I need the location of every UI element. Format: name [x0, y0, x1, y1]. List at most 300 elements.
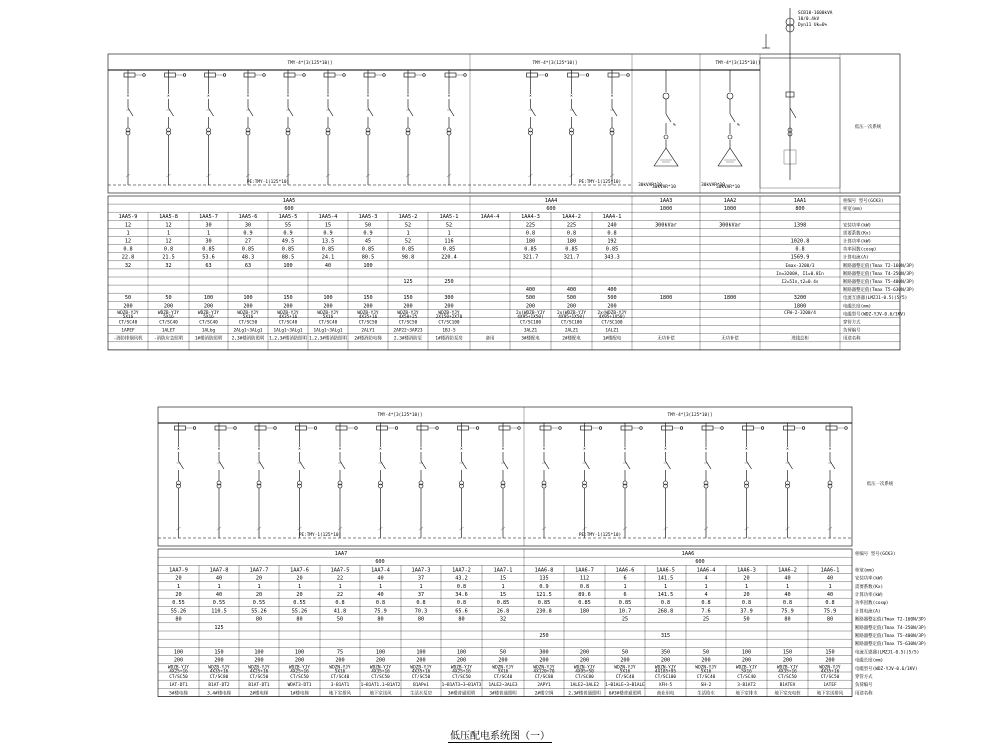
cell-load: 2ALY1 — [361, 328, 375, 334]
feeder-branch — [255, 423, 276, 538]
cell-cable: 4X120+70 — [533, 669, 555, 675]
cell-kx: 1 — [704, 583, 708, 590]
cell-ct: 100 — [173, 649, 184, 656]
incomer-box — [760, 58, 840, 188]
cell-ijs: 55.26 — [291, 608, 308, 615]
cell-kw: 37 — [417, 575, 425, 582]
row-label: 电缆型号(WDZ-YJV-0.6/1KV) — [843, 312, 906, 318]
caption-text: 低压配电系统图（一） — [450, 731, 550, 742]
cell-pipe: CT/SC80 — [209, 675, 229, 680]
cell-cable: WDZN-YJY — [369, 665, 392, 671]
cell-len: 200 — [173, 657, 184, 664]
cell-setting: 100 — [363, 262, 373, 269]
reactor-mark: % — [737, 123, 740, 128]
cell-ijs: 98.8 — [401, 254, 415, 261]
cell-pipe: CT/SC50 — [778, 675, 797, 680]
breaker-contact — [462, 461, 467, 469]
cell-cable_len: 1800 — [793, 303, 807, 310]
cell-cos: 0.8 — [375, 600, 386, 607]
cell-pjs: 141.5 — [657, 592, 674, 598]
cell-pipe: CT/SC50 — [411, 675, 431, 680]
cell-cable_len: 200 — [123, 303, 133, 310]
cell-pjs: 13.5 — [321, 238, 335, 245]
meter-box — [165, 73, 176, 77]
cell-kx: 1 — [623, 583, 627, 590]
cell-id: 1AA5-7 — [199, 214, 218, 221]
row-label: 计算电流(A) — [855, 609, 881, 615]
meter-box — [404, 73, 415, 77]
feeder-branch — [417, 423, 438, 538]
breaker-contact — [300, 461, 305, 469]
cell-pjs: 20 — [743, 592, 750, 598]
section-width: 600 — [695, 559, 705, 565]
cell-kx: 0.9 — [539, 583, 549, 590]
cell-ct: 350 — [660, 649, 671, 656]
cell-name: 无功补偿 — [657, 336, 675, 342]
cell-load: 2AP22~3AP23 — [393, 328, 423, 334]
cell-load: WDAT3-DT1 — [287, 683, 312, 689]
cell-ct: 100 — [294, 649, 305, 656]
cell-kx: 1 — [447, 230, 451, 237]
breaker-contact — [747, 461, 752, 469]
breaker-contact — [585, 461, 590, 469]
row-label: 断路器整定值(Tmax T2-160N/3P) — [855, 617, 927, 623]
cell-kw: 40 — [784, 575, 791, 582]
cell-load: 1~B1AT3~3~B1AT3 — [441, 683, 482, 689]
cell-cable: WDZB-YJY — [167, 665, 190, 671]
cell-cos: 0.8 — [701, 600, 711, 607]
cell-kw: 52 — [445, 222, 453, 229]
cell-kx: 1 — [419, 583, 423, 590]
cell-kw: 50 — [364, 222, 372, 229]
meter-terminal — [518, 427, 521, 430]
cell-ijs: 10.7 — [618, 608, 632, 615]
cell-id: 1AA6-6 — [615, 567, 635, 574]
cell-cable: 4X35+16 — [820, 669, 840, 675]
meter-box — [527, 73, 538, 77]
feeder-branch — [784, 423, 805, 538]
cell-name: 5#楼电梯 — [169, 691, 188, 697]
cell-name: 1#楼电梯 — [290, 691, 309, 697]
feeder-branch — [296, 423, 317, 538]
cell-cable: WDZN-YJY — [573, 665, 596, 671]
isolator-mark: × — [704, 447, 708, 452]
cell-ct: 100 — [323, 295, 333, 302]
current-transformer — [217, 484, 221, 488]
cell-cable_len: 200 — [203, 303, 214, 310]
cell-kx: 0.8 — [579, 583, 590, 590]
cell-name: 1#楼消防泵房 — [435, 336, 463, 342]
cell-cable: 2x(WDZB-YJY — [515, 310, 546, 316]
cell-ijs: 41.8 — [333, 608, 347, 615]
meter-box — [499, 426, 510, 430]
current-transformer — [338, 484, 342, 488]
cell-kw: 300kVar — [719, 222, 741, 229]
cell-cos: 0.85 — [618, 600, 632, 607]
breaker-contact — [381, 461, 386, 469]
section-name: 1AA2 — [723, 198, 737, 204]
cell-cable: CFW-2-3200/4 — [784, 310, 816, 316]
feeder-branch — [244, 70, 265, 185]
feeder-branch — [743, 423, 764, 538]
row-label: 安装功率(kW) — [855, 576, 884, 582]
cell-load: B1APe1 — [413, 683, 429, 689]
cell-id: 1AA6-2 — [778, 567, 797, 574]
cell-ct: 100 — [243, 295, 253, 302]
isolator-mark: × — [460, 447, 463, 452]
cell-id: 1AA7-3 — [411, 567, 431, 574]
meter-terminal — [436, 427, 439, 430]
cell-cable: WDZB-YJY — [117, 310, 139, 316]
section-name: 1AA4 — [544, 198, 558, 204]
cell-pjs: 6 — [623, 592, 627, 598]
cell-ct: 50 — [702, 649, 710, 656]
current-transformer — [460, 484, 464, 488]
feeder-branch — [165, 70, 186, 185]
row-label: 电流互感器(LMZJ1-0.5)(5/5) — [843, 296, 908, 302]
section-width: 600 — [284, 206, 294, 212]
cell-len: 200 — [375, 657, 386, 664]
cell-cable_len: 200 — [283, 303, 293, 310]
cell-s3: 250 — [539, 633, 549, 639]
cell-ct: 50 — [124, 295, 132, 302]
breaker-contact — [788, 461, 793, 469]
cell-kx: 0.9 — [363, 230, 373, 237]
capacitor-delta — [718, 148, 742, 166]
row-label: 断路器整定值(Tmax T2-160N/3P) — [843, 263, 915, 269]
cell-ct: 150 — [782, 649, 793, 656]
cell-setting: 40 — [324, 262, 332, 269]
cell-id: 1AA6-8 — [534, 567, 554, 574]
cell-pjs: 20 — [175, 592, 182, 598]
cell-pjs: 20 — [296, 592, 303, 598]
cell-cos: 0.55 — [293, 600, 306, 607]
breaker-contact — [666, 114, 671, 122]
current-transformer — [406, 131, 410, 135]
cell-kw: 141.5 — [657, 575, 674, 582]
cell-s2: 125 — [214, 624, 224, 631]
capacitor-rating: 30kVAR*10 — [652, 185, 676, 190]
cell-cos: 0.8 — [825, 600, 835, 607]
cell-load: B1ATEV — [779, 683, 796, 689]
cell-cable: 4X185+95 — [654, 669, 677, 675]
cell-pipe: CT/SC50 — [290, 675, 309, 680]
cell-s1: 80 — [826, 616, 834, 623]
transformer-rating: Dyn11 Uk=6% — [798, 23, 828, 28]
meter-box — [336, 426, 347, 430]
cell-cable: 4X95+1X50) — [598, 314, 626, 320]
current-transformer — [664, 484, 668, 488]
cell-setting: 250 — [444, 279, 454, 285]
cell-name: 生活水泵房 — [410, 691, 432, 697]
cell-load: 2APY1 — [537, 683, 551, 689]
cell-pjs: 192 — [607, 238, 617, 245]
cell-len: 200 — [741, 657, 752, 664]
cell-ijs: 75.9 — [781, 608, 794, 615]
row-label: 断路器整定值(Tmax T4-250N/3P) — [843, 271, 915, 277]
breaker-contact — [830, 461, 835, 469]
cell-pjs: 15 — [499, 592, 507, 598]
current-transformer — [419, 484, 423, 488]
cell-kw: 15 — [499, 575, 507, 582]
breaker-contact — [666, 461, 671, 469]
cell-ct: 150 — [214, 649, 224, 656]
isolator-mark: × — [366, 94, 370, 99]
cell-cos: 0.85 — [605, 246, 619, 253]
cell-pipe: CT/SC100 — [519, 320, 542, 326]
cell-id: 1AA7-6 — [290, 567, 309, 574]
isolator-mark: × — [447, 94, 451, 99]
cell-name: 2#楼空调 — [534, 691, 554, 697]
breaker-contact — [179, 461, 184, 469]
cell-ijs: 21.5 — [162, 254, 175, 261]
current-transformer — [379, 484, 383, 488]
isolator-mark: × — [286, 94, 290, 99]
cell-cable: 4X50+25 — [398, 314, 418, 320]
cell-id: 1AA5-1 — [439, 214, 459, 221]
cell-cable_len: 200 — [566, 303, 577, 310]
fuse-symbol — [727, 93, 733, 99]
cell-len: 200 — [498, 657, 508, 664]
cell-name: 2#楼配电 — [562, 336, 581, 342]
cell-cable: WDZN-YJY — [614, 665, 636, 671]
meter-terminal — [599, 427, 602, 430]
feeder-branch — [621, 423, 642, 538]
cell-ijs: 88.5 — [281, 254, 295, 261]
cell-cable: WDZN-YJY — [654, 665, 677, 671]
isolator-mark: × — [610, 94, 614, 99]
cell-kx: 1 — [828, 583, 832, 590]
cell-pipe: CT/SC80 — [575, 675, 594, 680]
cell-cable: WDZB-YJY — [277, 310, 299, 316]
cell-kx: 1 — [297, 583, 302, 590]
meter-box — [255, 426, 266, 430]
current-transformer — [286, 131, 290, 135]
row-label: 柜编号 型号(GCK3) — [855, 552, 896, 557]
cell-cable: WDZB-YJY — [735, 665, 758, 671]
row-label: 穿管方式 — [843, 320, 861, 326]
cell-cos: 0.8 — [163, 246, 174, 253]
current-transformer — [542, 484, 546, 488]
cell-pipe: CT/SC50 — [398, 320, 418, 326]
feeder-branch — [608, 70, 629, 185]
cell-pipe: CT/SC40 — [278, 320, 298, 326]
row-label: 需要系数(Kx) — [843, 231, 872, 237]
cell-load: 1ALg1~3ALg1 — [313, 328, 343, 334]
isolator-mark: × — [542, 447, 546, 452]
cell-cos: 0.8 — [741, 600, 752, 607]
cell-cos: 0.85 — [524, 246, 537, 253]
cell-kw: 55 — [284, 222, 292, 229]
feeder-branch — [458, 423, 479, 538]
cell-cable_len: 200 — [323, 303, 333, 310]
cell-id: 1AA5-8 — [159, 214, 178, 221]
cell-pipe: CT/SC50 — [249, 675, 269, 680]
feeder-branch — [568, 70, 589, 185]
breaker-contact — [572, 108, 577, 116]
cell-name: 地下室排风 — [329, 691, 351, 697]
isolator-mark: × — [745, 447, 748, 452]
cell-load: 1ALg1~3ALg1 — [273, 328, 303, 334]
reactor-mark: % — [673, 123, 676, 128]
cell-name: -消防排烟风机 — [113, 336, 143, 342]
cell-kx: 0.8 — [607, 230, 617, 237]
cell-kx: 0.9 — [243, 230, 253, 237]
feeder-branch — [527, 70, 548, 185]
cell-ijs: 1569.9 — [790, 254, 810, 261]
cell-pipe: CT/SC50 — [452, 675, 471, 680]
cell-pipe: CT/SC40 — [199, 320, 218, 326]
meter-terminal — [193, 427, 196, 430]
meter-terminal — [721, 427, 724, 430]
feeder-branch — [499, 423, 520, 538]
cell-len: 200 — [416, 657, 426, 664]
breaker-contact — [544, 461, 549, 469]
cell-cable: WDZB-YJY — [357, 310, 379, 316]
cell-load: 1ALE2~3ALE3 — [488, 683, 518, 689]
cell-kx: 0.8 — [456, 583, 467, 590]
cell-cable: WDZB-YJY — [317, 310, 339, 316]
meter-box — [581, 426, 592, 430]
cell-cable: WDZN-YJY — [695, 665, 717, 671]
cell-cable: 4X35+16 — [278, 314, 298, 320]
breaker-contact — [128, 108, 133, 116]
cell-kw: 22 — [336, 575, 344, 582]
cell-len: 200 — [782, 657, 793, 664]
feeder-branch — [702, 423, 723, 538]
cell-ct: 3200 — [793, 295, 807, 302]
cell-cable: 5X16 — [122, 314, 134, 320]
row-label: 穿管方式 — [855, 675, 873, 680]
cell-len: 200 — [660, 657, 671, 664]
current-transformer — [570, 131, 574, 135]
cell-s1: 50 — [336, 616, 344, 623]
meter-box — [244, 73, 255, 77]
cell-load: 1ATEF — [823, 683, 837, 689]
cell-setting: 400 — [607, 287, 617, 294]
cell-name: 6#3#楼普通照明 — [608, 691, 642, 697]
cell-kx: 1 — [206, 230, 211, 237]
cell-cos: 0.85 — [401, 246, 415, 253]
top-panel — [108, 8, 914, 350]
cell-cos: 0.55 — [252, 600, 266, 607]
cell-setting: 125 — [403, 279, 413, 285]
meter-box — [364, 73, 375, 77]
cell-name: 地下室送风 — [369, 691, 392, 697]
cell-ijs: 321.7 — [522, 254, 539, 261]
cell-kw: 225 — [525, 222, 536, 229]
cell-len: 200 — [825, 657, 835, 664]
meter-box — [826, 426, 837, 430]
row-label: 电缆型号(WDZ-YJV-0.6/1KV) — [855, 666, 918, 672]
cell-id: 1AA7-1 — [493, 567, 513, 574]
cell-id: 1AA5-3 — [358, 214, 378, 221]
breaker-contact — [368, 108, 373, 116]
cell-cable_len: 200 — [444, 303, 454, 310]
cell-cable: 5X16 — [741, 669, 752, 675]
cell-ct: 100 — [416, 649, 426, 656]
cell-kw: 20 — [255, 575, 263, 582]
cell-ijs: 37.9 — [740, 608, 753, 615]
meter-box — [377, 426, 388, 430]
cell-cable: 4X35+16 — [411, 669, 431, 675]
cell-s1: 50 — [743, 616, 750, 623]
feeder-branch — [377, 423, 398, 538]
cell-kx: 1 — [406, 230, 410, 237]
breaker-contact — [625, 461, 630, 469]
cell-pipe: CT/SC40 — [159, 320, 178, 326]
cell-cable_len: 200 — [607, 303, 617, 310]
feeder-branch — [662, 423, 683, 538]
feeder-branch — [445, 70, 466, 185]
cell-ct: 500 — [566, 295, 577, 302]
cell-pipe: CT/SC40 — [737, 675, 756, 680]
cell-name: 1#楼配电 — [602, 336, 622, 342]
meter-terminal — [640, 427, 643, 430]
cell-cable: WDZB-YJY — [397, 310, 419, 316]
isolator-mark: × — [246, 94, 250, 99]
current-transformer — [447, 131, 451, 135]
cell-name: 3,4#楼电梯 — [207, 691, 231, 697]
capacitor-label: 30kVAR*10 — [638, 183, 662, 188]
meter-box — [621, 426, 632, 430]
cell-pjs: 116 — [444, 238, 454, 245]
row-label: 需要系数(Kx) — [855, 584, 884, 590]
isolator-mark: × — [126, 94, 130, 99]
cell-id: 1AA6-3 — [737, 567, 756, 574]
cell-ct: 100 — [203, 295, 214, 302]
cell-name: -消防应急照明 — [154, 336, 183, 342]
cell-pipe: CT/SC100 — [438, 320, 460, 326]
cell-cos: 0.55 — [212, 600, 226, 607]
current-transformer — [126, 131, 130, 135]
cell-cos: 0.8 — [782, 600, 793, 607]
cell-len: 200 — [539, 657, 549, 664]
feeder-branch — [540, 423, 561, 538]
isolator-mark: × — [501, 447, 505, 452]
meter-box — [662, 426, 673, 430]
cell-kx: 1 — [785, 583, 790, 590]
breaker-contact — [259, 461, 264, 469]
cell-load: 3ALZ1 — [523, 328, 538, 334]
drawing-caption — [0, 727, 1000, 742]
cell-ijs: 180 — [579, 608, 590, 615]
isolator-mark: × — [570, 94, 573, 99]
section-width: 600 — [375, 559, 385, 565]
cell-name: 地下室送排风 — [816, 691, 844, 697]
current-transformer — [246, 131, 250, 135]
cell-load: XFH-5 — [658, 683, 673, 689]
cell-pipe: CT/SC40 — [330, 675, 350, 680]
row-label: 断路器整定值(Tmax T5-630N/3P) — [855, 642, 927, 648]
cell-pjs: 4 — [704, 592, 708, 598]
cell-setting: 100 — [283, 262, 293, 269]
cell-load: 1~B1ALE~3~B1ALE — [605, 683, 645, 689]
cell-ct: 50 — [499, 649, 507, 656]
feeder-branch — [364, 70, 385, 185]
cell-load: 3-B1AT2 — [737, 683, 756, 689]
meter-terminal — [183, 74, 186, 77]
busbar-label: TMY-4*[3(125*10)] — [667, 413, 713, 418]
cell-load: B1AT-DT2 — [208, 683, 230, 689]
current-transformer — [167, 131, 171, 135]
meter-box — [445, 73, 456, 77]
isolator-mark: × — [257, 447, 261, 452]
cell-cos: 0.85 — [241, 246, 255, 253]
cell-id: 1AA6-1 — [820, 567, 840, 574]
incomer-setting: I2=5In,t2=0.4s — [781, 280, 819, 285]
meter-box — [608, 73, 619, 77]
